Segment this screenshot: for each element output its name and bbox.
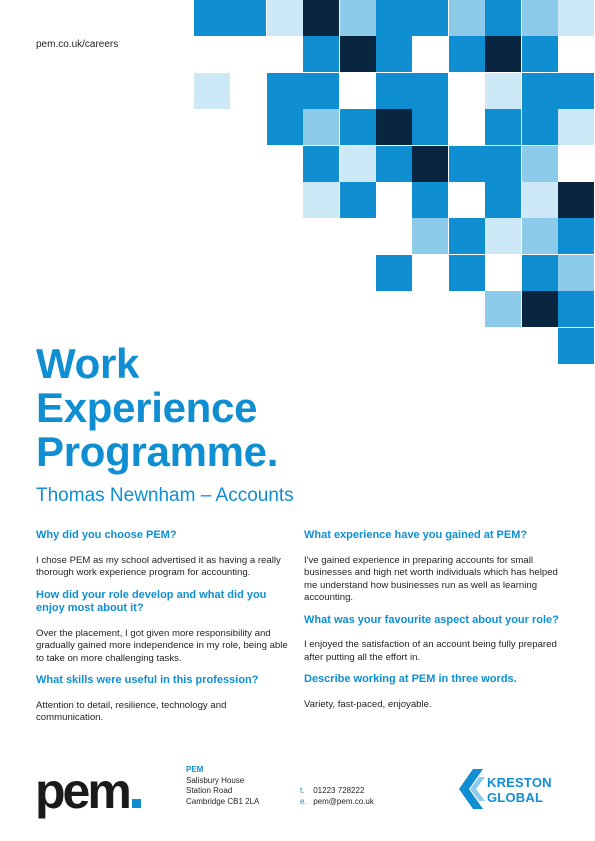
mosaic-tile [485,146,521,182]
mosaic-tile [412,73,448,109]
kreston-wordmark [487,775,552,805]
kreston-line2: GLOBAL [487,790,544,805]
mosaic-tile [303,109,339,145]
mosaic-tile [522,36,558,72]
mosaic-tile [522,0,558,36]
mosaic-tile [412,218,448,254]
mosaic-tile [267,73,303,109]
mosaic-tile [340,36,376,72]
phone-row [300,785,374,796]
mosaic-tile [558,73,594,109]
mosaic-tile [376,255,412,291]
email-label: e. [300,797,307,806]
mosaic-tile [449,146,485,182]
address-line: Station Road [186,786,233,795]
email-address[interactable]: pem@pem.co.uk [313,797,374,806]
mosaic-tile [303,36,339,72]
answer: Over the placement, I got given more responsibility and gradually gained more independence in my role, being able to take on more challenging tasks. [36,627,288,664]
mosaic-tile [522,218,558,254]
mosaic-tile [376,146,412,182]
page-title [36,342,278,474]
mosaic-tile [558,328,594,364]
logo-dot [132,799,141,808]
mosaic-tile [558,291,594,327]
mosaic-tile [412,182,448,218]
mosaic-tile [376,109,412,145]
email-row [300,796,374,807]
mosaic-tile [303,182,339,218]
kreston-chevron-icon [459,769,487,809]
mosaic-tile [485,218,521,254]
contact-block [300,785,374,807]
phone-label: t. [300,786,305,795]
mosaic-tile [485,73,521,109]
mosaic-tile [303,146,339,182]
answer: I've gained experience in preparing accounts for small businesses and high net worth individuals which has helped me understand how businesses run as well as learning accounting. [304,554,558,603]
mosaic-tile [376,36,412,72]
mosaic-tile [340,109,376,145]
page-subtitle: Thomas Newnham – Accounts [36,485,294,506]
title-line: Programme. [36,428,279,475]
mosaic-tile [522,109,558,145]
qa-column-left [36,529,296,734]
mosaic-tile [340,0,376,36]
mosaic-tile [376,73,412,109]
address-block [186,765,259,807]
mosaic-tile [194,73,230,109]
mosaic-tile [340,182,376,218]
mosaic-tile [303,73,339,109]
question: What experience have you gained at PEM? [304,529,528,541]
qa-column-right [304,529,564,720]
mosaic-tile [267,0,303,36]
mosaic-tile [558,182,594,218]
question: Describe working at PEM in three words. [304,673,517,685]
mosaic-tile [558,109,594,145]
mosaic-tile [267,109,303,145]
answer: I chose PEM as my school advertised it as having a really thorough work experience program for accounting. [36,554,281,578]
mosaic-tile [485,109,521,145]
company-name: PEM [186,765,204,774]
mosaic-tile [485,291,521,327]
address-line: Salisbury House [186,775,245,785]
answer: Attention to detail, resilience, technology and communication. [36,699,227,723]
mosaic-tile [558,0,594,36]
pem-logo [35,763,141,819]
kreston-global-logo [459,767,564,813]
mosaic-tile [412,0,448,36]
mosaic-tile [449,218,485,254]
mosaic-tile [303,0,339,36]
mosaic-tile [522,291,558,327]
mosaic-tile [522,73,558,109]
mosaic-tile [485,182,521,218]
mosaic-tile [230,0,266,36]
question: Why did you choose PEM? [36,529,177,541]
mosaic-tile [412,146,448,182]
mosaic-tile [485,36,521,72]
kreston-line1: KRESTON [487,775,552,790]
phone-number[interactable]: 01223 728222 [313,786,365,795]
mosaic-tile [194,0,230,36]
mosaic-tile [449,36,485,72]
mosaic-tile [522,146,558,182]
question: What skills were useful in this profession? [36,674,259,686]
mosaic-tile [558,255,594,291]
page-url[interactable]: pem.co.uk/careers [36,39,119,50]
mosaic-tile [412,109,448,145]
title-line: Work [36,340,140,387]
question: How did your role develop and what did you enjoy most about it? [36,588,267,614]
mosaic-tile [340,146,376,182]
mosaic-tile [376,0,412,36]
mosaic-tile [449,255,485,291]
title-line: Experience [36,384,258,431]
mosaic-tile [522,255,558,291]
question: What was your favourite aspect about your role? [304,613,559,626]
answer: I enjoyed the satisfaction of an account being fully prepared after putting all the effort in. [304,639,557,663]
mosaic-tile [449,0,485,36]
logo-text: pem [35,763,129,819]
mosaic-tile [485,0,521,36]
mosaic-tile [522,182,558,218]
address-line: Cambridge CB1 2LA [186,796,260,806]
mosaic-tile [558,218,594,254]
answer: Variety, fast-paced, enjoyable. [304,698,432,710]
